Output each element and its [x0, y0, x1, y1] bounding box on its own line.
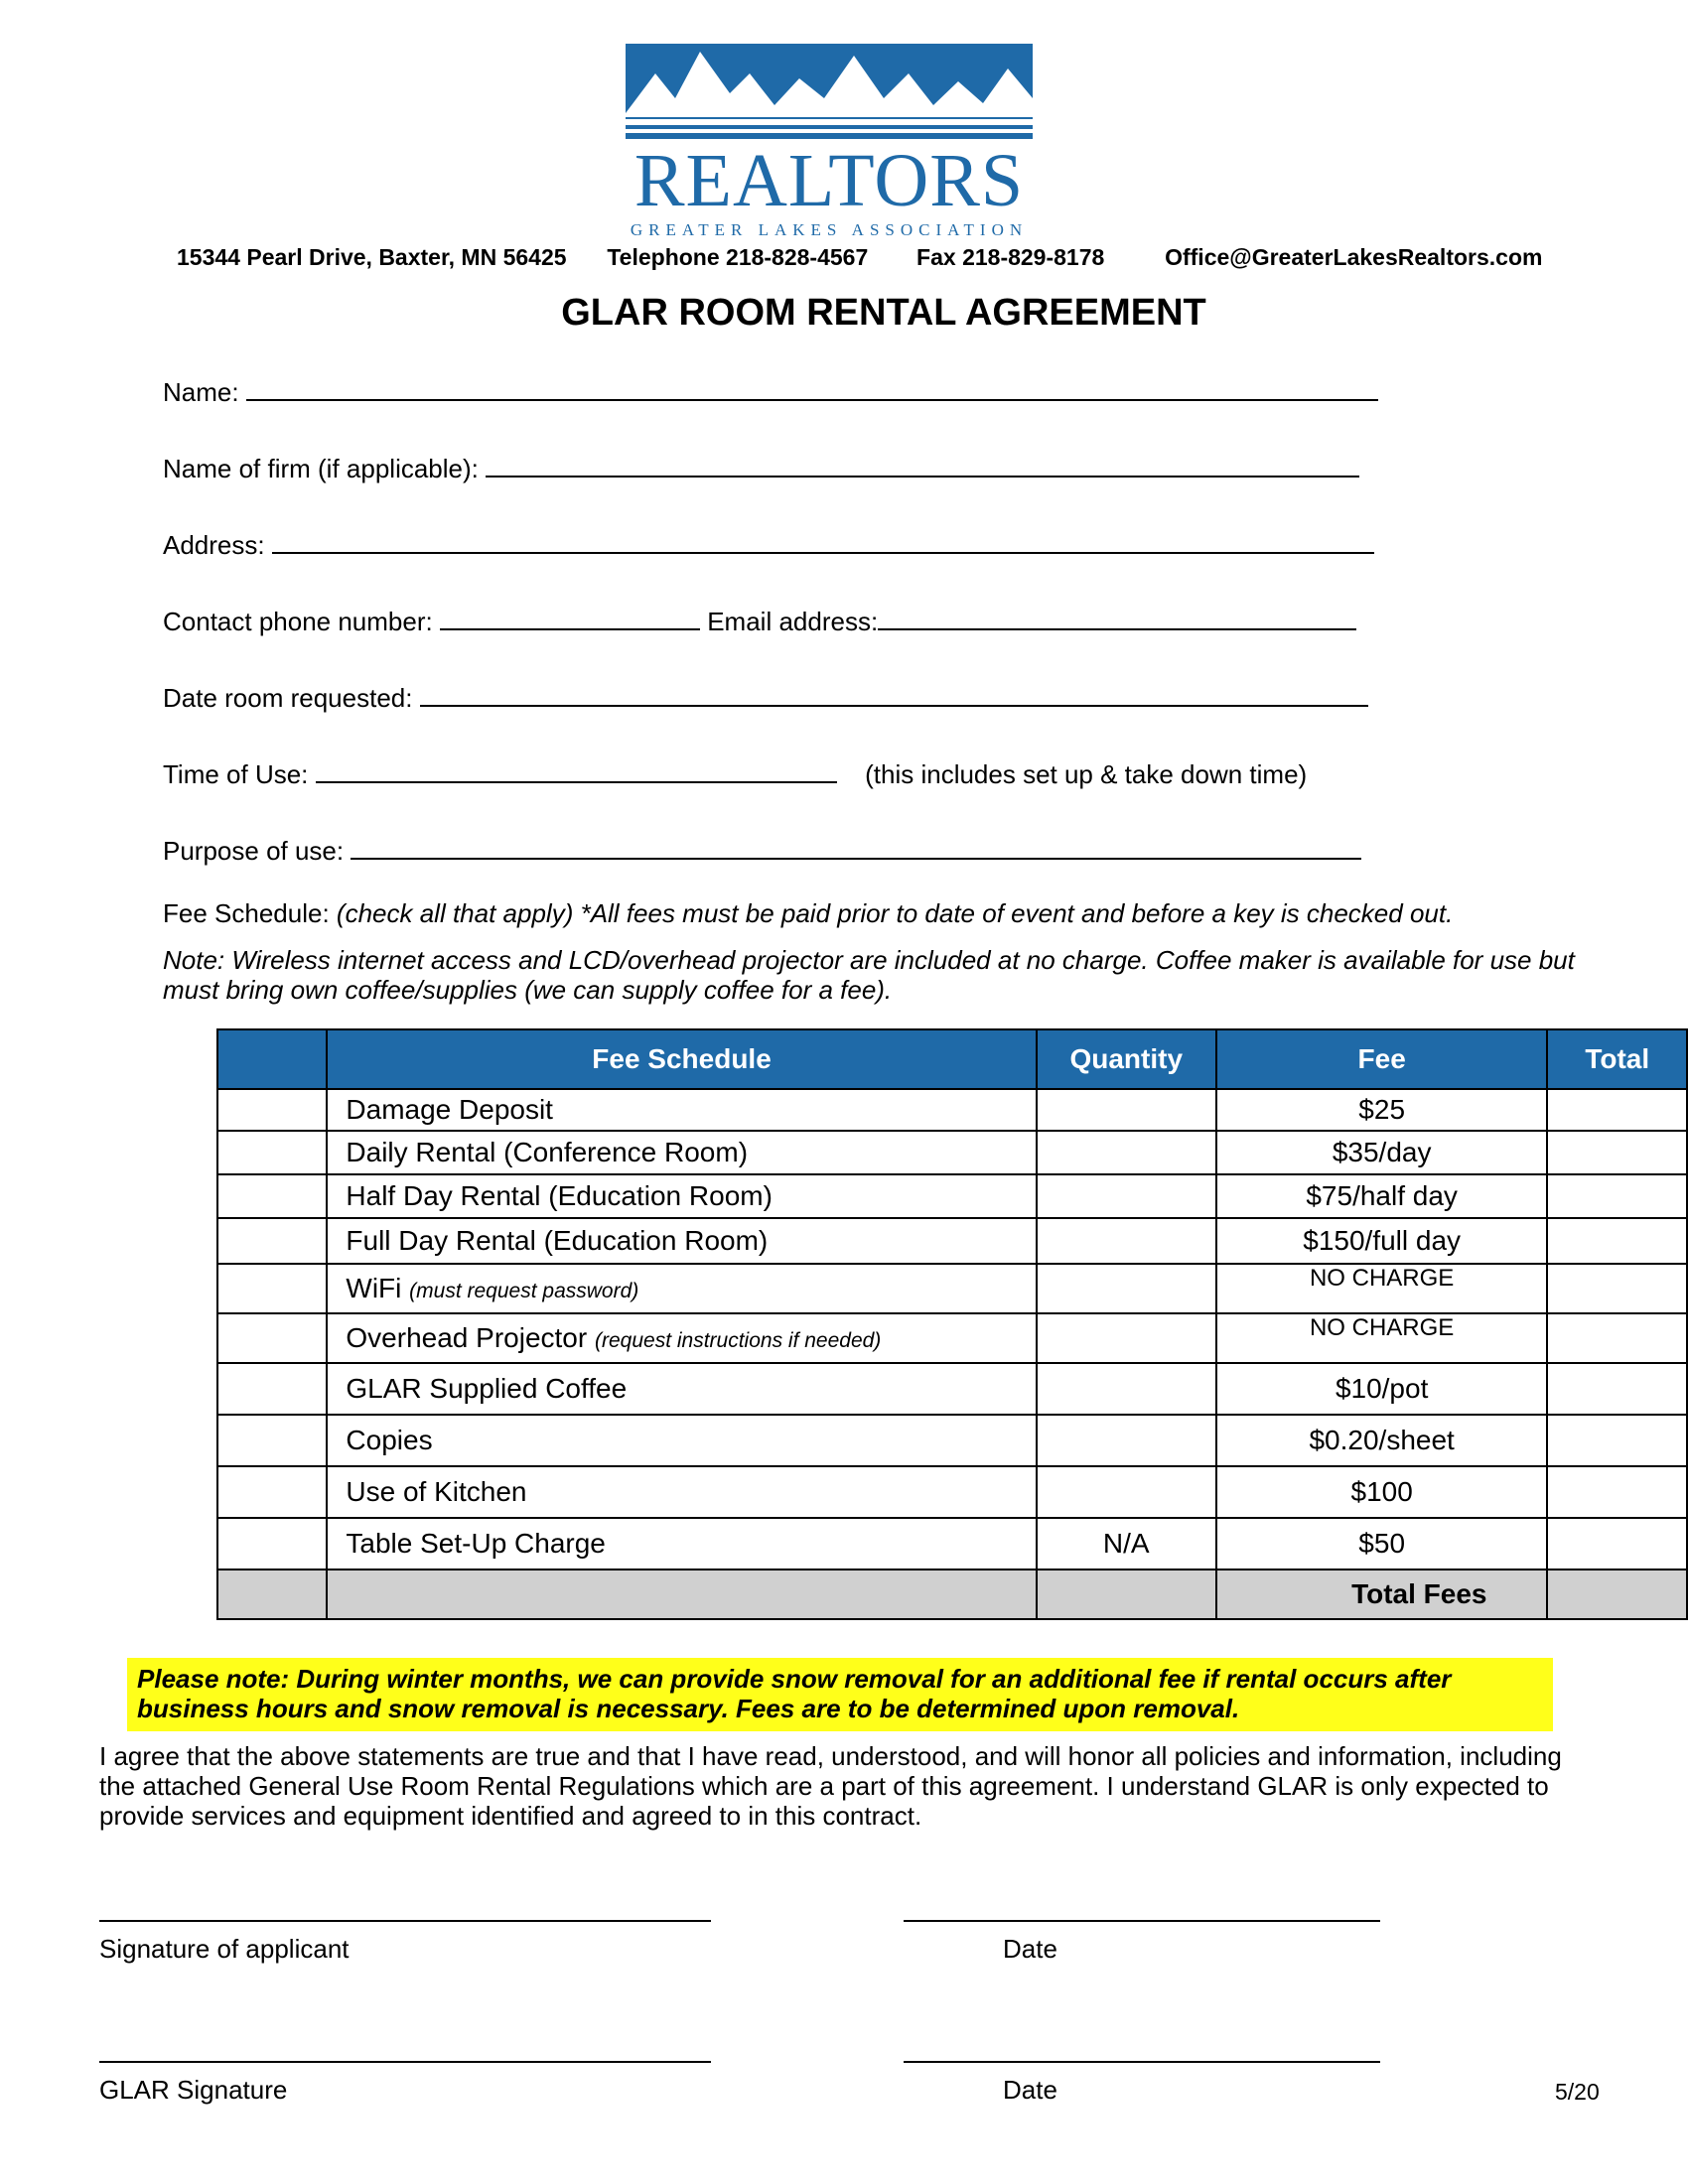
fee-schedule-intro [163, 898, 1453, 929]
date-field[interactable] [163, 681, 1368, 714]
address-input-line[interactable] [272, 528, 1374, 554]
glar-signature-line[interactable] [99, 2061, 711, 2063]
glar-date-line[interactable] [904, 2061, 1380, 2063]
winter-note: Please note: During winter months, we can provide snow removal for an additional fee if rental occurs after business hours and snow removal is necessary. Fees are to be determined upon removal. [127, 1658, 1553, 1731]
row-checkbox[interactable] [217, 1363, 327, 1415]
row-fee: NO CHARGE [1216, 1264, 1548, 1313]
row-total-cell[interactable] [1547, 1466, 1687, 1518]
applicant-signature-line[interactable] [99, 1920, 711, 1922]
revision-date: 5/20 [1555, 2079, 1600, 2105]
row-quantity-cell[interactable] [1037, 1466, 1216, 1518]
firm-input-line[interactable] [486, 452, 1359, 478]
header-total: Total [1547, 1029, 1687, 1089]
row-total-cell[interactable] [1547, 1218, 1687, 1264]
row-item: Damage Deposit [327, 1089, 1036, 1131]
row-total-cell[interactable] [1547, 1518, 1687, 1570]
fee-table [216, 1028, 1688, 1620]
phone-email-field[interactable] [163, 605, 1356, 637]
row-item-note: (must request password) [409, 1280, 639, 1302]
row-fee: NO CHARGE [1216, 1313, 1548, 1363]
time-note: (this includes set up & take down time) [865, 759, 1308, 789]
row-quantity-cell[interactable] [1037, 1131, 1216, 1174]
mountain-banner [626, 44, 1033, 139]
row-quantity-cell[interactable] [1037, 1174, 1216, 1218]
contact-line [177, 244, 1543, 271]
row-total-cell[interactable] [1547, 1264, 1687, 1313]
time-input-line[interactable] [316, 757, 837, 783]
row-quantity-cell[interactable]: N/A [1037, 1518, 1216, 1570]
name-label: Name: [163, 377, 239, 407]
row-item: Copies [327, 1415, 1036, 1466]
row-fee: $25 [1216, 1089, 1548, 1131]
header-fee: Fee [1216, 1029, 1548, 1089]
row-total-cell[interactable] [1547, 1089, 1687, 1131]
table-row [217, 1131, 1687, 1174]
row-item: Table Set-Up Charge [327, 1518, 1036, 1570]
row-total-cell[interactable] [1547, 1174, 1687, 1218]
row-checkbox[interactable] [217, 1415, 327, 1466]
row-fee: $75/half day [1216, 1174, 1548, 1218]
time-field[interactable] [163, 757, 1307, 790]
row-quantity-cell[interactable] [1037, 1363, 1216, 1415]
row-quantity-cell[interactable] [1037, 1218, 1216, 1264]
row-fee: $35/day [1216, 1131, 1548, 1174]
page-title: GLAR ROOM RENTAL AGREEMENT [561, 292, 1206, 334]
row-checkbox[interactable] [217, 1218, 327, 1264]
realtors-logo [626, 44, 1033, 240]
time-label: Time of Use: [163, 759, 309, 789]
logo-wordmark: REALTORS [633, 139, 1025, 222]
table-row [217, 1466, 1687, 1518]
fee-table-header [217, 1029, 1687, 1089]
date-input-line[interactable] [420, 681, 1368, 707]
row-fee: $10/pot [1216, 1363, 1548, 1415]
email-input-line[interactable] [878, 605, 1356, 630]
row-checkbox[interactable] [217, 1466, 327, 1518]
row-quantity-cell[interactable] [1037, 1089, 1216, 1131]
table-row [217, 1089, 1687, 1131]
row-item: Daily Rental (Conference Room) [327, 1131, 1036, 1174]
table-row [217, 1313, 1687, 1363]
header-check [217, 1029, 327, 1089]
office-telephone: Telephone 218-828-4567 [607, 244, 869, 270]
name-field[interactable] [163, 375, 1378, 408]
row-item: GLAR Supplied Coffee [327, 1363, 1036, 1415]
phone-label: Contact phone number: [163, 607, 433, 636]
fee-note: Note: Wireless internet access and LCD/overhead projector are included at no charge. Coffee maker is available for use but must bring own coffee/supplies (we can supply coffee for a fee). [163, 945, 1575, 1005]
email-label: Email address: [707, 607, 879, 636]
row-quantity-cell[interactable] [1037, 1313, 1216, 1363]
date-label: Date room requested: [163, 683, 413, 713]
total-fees-cell[interactable] [1547, 1570, 1687, 1619]
firm-label: Name of firm (if applicable): [163, 454, 479, 483]
header-quantity: Quantity [1037, 1029, 1216, 1089]
total-row-blank [1037, 1570, 1216, 1619]
purpose-label: Purpose of use: [163, 836, 345, 866]
table-row [217, 1363, 1687, 1415]
row-quantity-cell[interactable] [1037, 1415, 1216, 1466]
row-checkbox[interactable] [217, 1174, 327, 1218]
name-input-line[interactable] [246, 375, 1378, 401]
row-fee: $150/full day [1216, 1218, 1548, 1264]
glar-date-label: Date [1003, 2075, 1057, 2105]
address-label: Address: [163, 530, 265, 560]
logo-subtitle: GREATER LAKES ASSOCIATION [630, 220, 1029, 239]
row-item: WiFi (must request password) [327, 1264, 1036, 1313]
row-total-cell[interactable] [1547, 1363, 1687, 1415]
firm-field[interactable] [163, 452, 1359, 484]
row-fee: $0.20/sheet [1216, 1415, 1548, 1466]
row-checkbox[interactable] [217, 1131, 327, 1174]
phone-input-line[interactable] [440, 605, 700, 630]
office-address: 15344 Pearl Drive, Baxter, MN 56425 [177, 244, 567, 270]
row-total-cell[interactable] [1547, 1313, 1687, 1363]
row-item: Overhead Projector (request instructions if needed) [327, 1313, 1036, 1363]
fee-intro-instructions: (check all that apply) *All fees must be paid prior to date of event and before a key is checked out. [336, 898, 1454, 928]
total-fees-row [217, 1570, 1687, 1619]
table-row [217, 1415, 1687, 1466]
row-checkbox[interactable] [217, 1089, 327, 1131]
row-item: Use of Kitchen [327, 1466, 1036, 1518]
total-row-blank [327, 1570, 1036, 1619]
row-item: Full Day Rental (Education Room) [327, 1218, 1036, 1264]
table-row [217, 1518, 1687, 1570]
row-quantity-cell[interactable] [1037, 1264, 1216, 1313]
purpose-field[interactable] [163, 834, 1361, 867]
applicant-date-line[interactable] [904, 1920, 1380, 1922]
purpose-input-line[interactable] [351, 834, 1361, 860]
row-total-cell[interactable] [1547, 1131, 1687, 1174]
applicant-signature-label: Signature of applicant [99, 1934, 350, 1964]
agreement-statement: I agree that the above statements are true and that I have read, understood, and will honor all policies and information, including the attached General Use Room Rental Regulations which are a part of this agreement. I understand GLAR is only expected to provide services and equipment identified and agreed to in this contract. [99, 1741, 1562, 1831]
fee-intro-label: Fee Schedule: [163, 898, 330, 928]
glar-signature-label: GLAR Signature [99, 2075, 288, 2105]
office-fax: Fax 218-829-8178 [916, 244, 1105, 270]
row-item: Half Day Rental (Education Room) [327, 1174, 1036, 1218]
table-row [217, 1218, 1687, 1264]
address-field[interactable] [163, 528, 1374, 561]
total-fees-label: Total Fees [1216, 1570, 1548, 1619]
total-row-blank [217, 1570, 327, 1619]
header-fee-schedule: Fee Schedule [327, 1029, 1036, 1089]
row-total-cell[interactable] [1547, 1415, 1687, 1466]
row-checkbox[interactable] [217, 1313, 327, 1363]
applicant-date-label: Date [1003, 1934, 1057, 1964]
office-email: Office@GreaterLakesRealtors.com [1165, 244, 1543, 270]
row-item-note: (request instructions if needed) [594, 1329, 882, 1352]
row-checkbox[interactable] [217, 1264, 327, 1313]
table-row [217, 1174, 1687, 1218]
row-fee: $50 [1216, 1518, 1548, 1570]
row-checkbox[interactable] [217, 1518, 327, 1570]
row-fee: $100 [1216, 1466, 1548, 1518]
table-row [217, 1264, 1687, 1313]
